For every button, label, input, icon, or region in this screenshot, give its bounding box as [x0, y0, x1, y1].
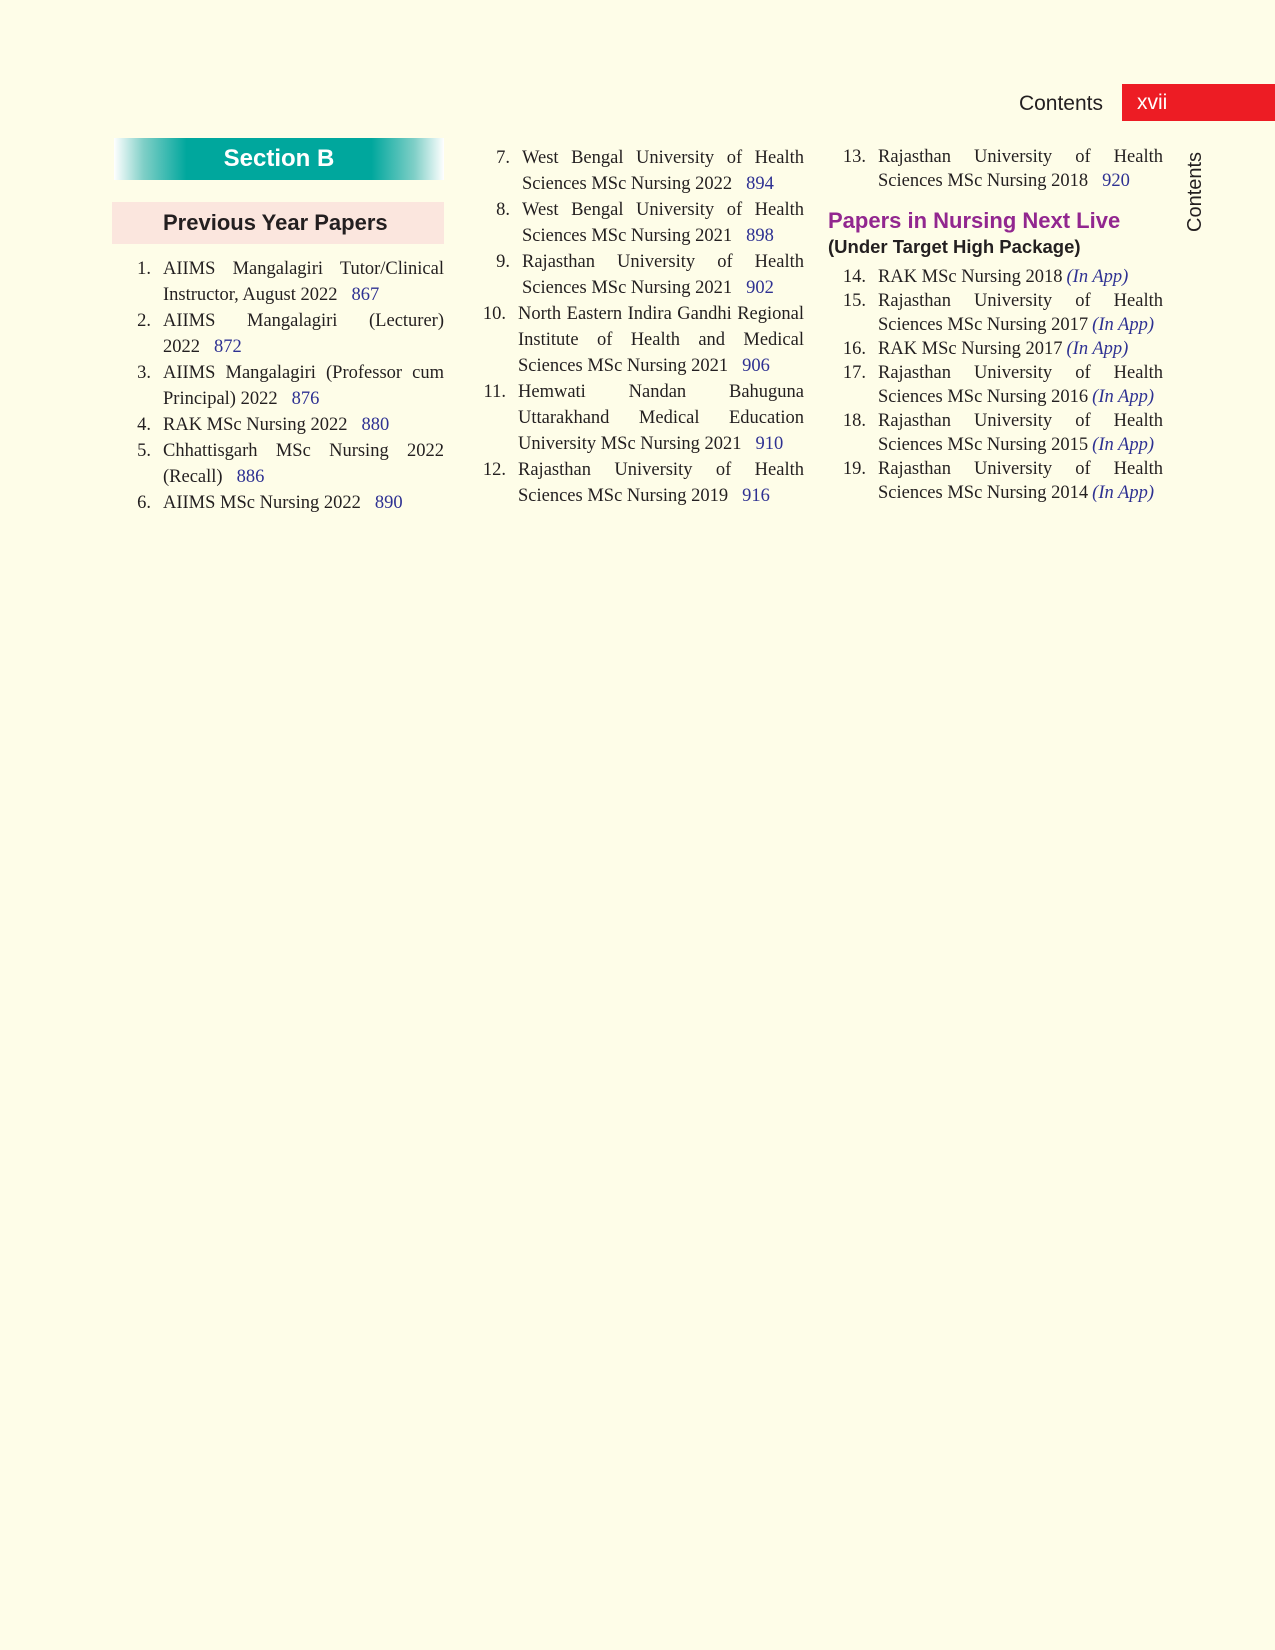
entry-page[interactable]: 906: [742, 356, 770, 376]
toc-entry[interactable]: [118, 360, 444, 412]
toc-entry[interactable]: [472, 145, 804, 197]
entry-number: 5.: [137, 441, 151, 461]
in-app-note: (In App): [1092, 483, 1154, 503]
entry-page[interactable]: 880: [361, 415, 390, 435]
entry-number: 8.: [496, 200, 510, 220]
entry-number: 15.: [842, 291, 866, 311]
in-app-note: (In App): [1092, 315, 1154, 335]
entry-title: Rajasthan University of Health Sciences MSc Nursing 2015: [878, 411, 1163, 455]
entry-page[interactable]: 867: [351, 285, 380, 305]
entry-title: AIIMS MSc Nursing 2022: [163, 493, 361, 513]
entry-page[interactable]: 872: [214, 337, 242, 357]
in-app-note: (In App): [1066, 267, 1129, 287]
entry-number: 9.: [496, 252, 510, 272]
toc-entry[interactable]: [472, 379, 804, 457]
entry-title: North Eastern Indira Gandhi Regional Institute of Health and Medical Sciences MSc Nursing 2021: [518, 304, 804, 376]
in-app-note: (In App): [1092, 387, 1154, 407]
entry-number: 12.: [482, 460, 506, 480]
entry-number: 13.: [842, 147, 866, 167]
in-app-entry[interactable]: [828, 361, 1163, 409]
entry-title: RAK MSc Nursing 2018: [878, 267, 1063, 287]
entry-number: 18.: [842, 411, 866, 431]
entry-title: West Bengal University of Health Sciences MSc Nursing 2022: [522, 148, 804, 194]
entry-title: RAK MSc Nursing 2022: [163, 415, 348, 435]
in-app-entry[interactable]: [828, 289, 1163, 337]
toc-entry[interactable]: [472, 249, 804, 301]
running-title: Contents: [1018, 92, 1103, 115]
contents-column-1: [118, 256, 444, 516]
in-app-note: (In App): [1092, 435, 1154, 455]
in-app-note: (In App): [1066, 339, 1129, 359]
entry-title: Rajasthan University of Health Sciences MSc Nursing 2019: [518, 460, 804, 506]
section-title: Section B: [114, 138, 444, 180]
entry-title: Rajasthan University of Health Sciences MSc Nursing 2018: [878, 147, 1163, 191]
page-number-tab: xvii: [1122, 84, 1275, 121]
entry-page[interactable]: 898: [746, 226, 774, 246]
entry-page[interactable]: 910: [755, 434, 784, 454]
toc-entry[interactable]: [118, 256, 444, 308]
toc-entry[interactable]: [472, 457, 804, 509]
toc-entry[interactable]: [472, 301, 804, 379]
entry-number: 4.: [137, 415, 151, 435]
entry-title: AIIMS Mangalagiri (Lecturer) 2022: [163, 311, 444, 357]
entry-title: AIIMS Mangalagiri (Professor cum Principal) 2022: [163, 363, 444, 409]
entry-page[interactable]: 894: [746, 174, 774, 194]
contents-column-3: [828, 145, 1163, 505]
entry-number: 11.: [483, 382, 506, 402]
entry-title: Hemwati Nandan Bahuguna Uttarakhand Medical Education University MSc Nursing 2021: [518, 382, 804, 454]
entry-page[interactable]: 902: [746, 278, 774, 298]
entry-title: AIIMS Mangalagiri Tutor/Clinical Instructor, August 2022: [163, 259, 444, 305]
entry-title: Rajasthan University of Health Sciences MSc Nursing 2017: [878, 291, 1163, 335]
entry-number: 17.: [842, 363, 866, 383]
entry-number: 10.: [482, 304, 506, 324]
toc-entry[interactable]: [118, 490, 444, 516]
side-label: Contents: [1184, 151, 1206, 232]
entry-page[interactable]: 890: [374, 493, 403, 513]
in-app-entry[interactable]: [828, 265, 1163, 289]
entry-number: 14.: [842, 267, 866, 287]
entry-title: Rajasthan University of Health Sciences MSc Nursing 2016: [878, 363, 1163, 407]
toc-entry[interactable]: [472, 197, 804, 249]
toc-entry[interactable]: [118, 308, 444, 360]
nursing-next-subheading: (Under Target High Package): [828, 236, 1081, 257]
contents-column-2: [472, 145, 804, 509]
entry-page[interactable]: 876: [291, 389, 320, 409]
entry-page[interactable]: 916: [742, 486, 770, 506]
entry-number: 6.: [137, 493, 151, 513]
entry-number: 19.: [842, 459, 866, 479]
in-app-entry[interactable]: [828, 409, 1163, 457]
entry-number: 3.: [137, 363, 151, 383]
entry-title: Chhattisgarh MSc Nursing 2022 (Recall): [163, 441, 444, 487]
entry-number: 7.: [496, 148, 510, 168]
entry-page[interactable]: 920: [1102, 171, 1130, 191]
nursing-next-heading: Papers in Nursing Next Live: [828, 208, 1121, 233]
entry-number: 16.: [842, 339, 866, 359]
entry-title: Rajasthan University of Health Sciences MSc Nursing 2021: [522, 252, 804, 298]
in-app-entry[interactable]: [828, 457, 1163, 505]
entry-number: 1.: [137, 259, 151, 279]
toc-entry[interactable]: [118, 438, 444, 490]
entry-page[interactable]: 886: [236, 467, 265, 487]
entry-title: West Bengal University of Health Sciences MSc Nursing 2021: [522, 200, 804, 246]
entry-number: 2.: [137, 311, 151, 331]
entry-title: RAK MSc Nursing 2017: [878, 339, 1063, 359]
toc-entry[interactable]: [828, 145, 1163, 193]
entry-title: Rajasthan University of Health Sciences MSc Nursing 2014: [878, 459, 1163, 503]
in-app-entry[interactable]: [828, 337, 1163, 361]
section-subtitle: Previous Year Papers: [112, 202, 444, 244]
toc-entry[interactable]: [118, 412, 444, 438]
